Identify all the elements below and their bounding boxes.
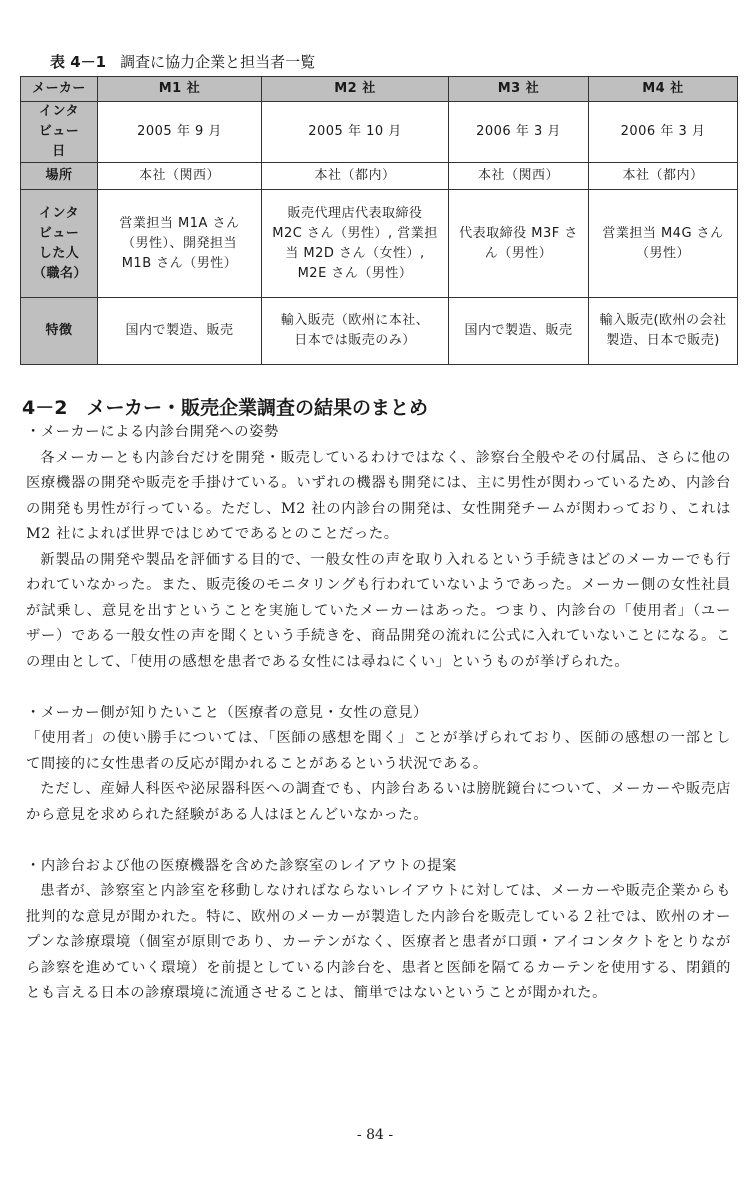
table-cell: 本社（関西） (98, 163, 262, 190)
company-table (20, 76, 738, 365)
table-cell: 2005 年 9 月 (98, 102, 262, 163)
table-number: 表 4－1 (50, 53, 107, 71)
header-m4: M4 社 (589, 77, 738, 102)
table-cell: 2006 年 3 月 (589, 102, 738, 163)
bullet-heading: ・メーカー側が知りたいこと（医療者の意見・女性の意見） (26, 704, 428, 721)
table-cell: 国内で製造、販売 (449, 298, 589, 365)
row-label-interview-date: インタビュー日 (21, 102, 98, 163)
table-row (21, 298, 738, 365)
table-caption (50, 51, 315, 72)
header-m3: M3 社 (449, 77, 589, 102)
table-cell: 2006 年 3 月 (449, 102, 589, 163)
bullet-heading: ・メーカーによる内診台開発への姿勢 (26, 424, 279, 440)
table-cell: 国内で製造、販売 (98, 298, 262, 365)
header-maker: メーカー (21, 77, 98, 102)
page-number: - 84 - (356, 1127, 394, 1143)
table-cell: 営業担当 M4G さん（男性） (589, 190, 738, 298)
table-cell: 輸入販売(欧州の会社製造、日本で販売) (589, 298, 738, 365)
header-m1: M1 社 (98, 77, 262, 102)
paragraph: 各メーカーとも内診台だけを開発・販売しているわけではなく、診察台全般やその付属品、さらに他の医療機器の開発や販売を手掛けている。いずれの機器も開発には、主に男性が関わっているため、内診台の開発も男性が行っている。ただし、M2 社の内診台の開発は、女性開発チームが関わっており、これは M2 社によれば世界ではじめてであるとのことだった。 (26, 449, 731, 542)
paragraph: 患者が、診察室と内診室を移動しなければならないレイアウトに対しては、メーカーや販売企業からも批判的な意見が聞かれた。特に、欧州のメーカーが製造した内診台を販売している２社では、欧州のオープンな診療環境（個室が原則であり、カーテンがなく、医療者と患者が口頭・アイコンタクトをとりながら診察を進めていく環境）を前提としている内診台を、患者と医師を隔てるカーテンを使用する、閉鎖的とも言える日本の診療環境に流通させることは、簡単ではないということが聞かれた。 (26, 883, 731, 1001)
table-cell: 本社（都内） (262, 163, 449, 190)
table-row (21, 102, 738, 163)
table-cell: 2005 年 10 月 (262, 102, 449, 163)
section-heading: 4－2 メーカー・販売企業調査の結果のまとめ (22, 397, 429, 419)
table-row (21, 190, 738, 298)
paragraph: ただし、産婦人科医や泌尿器科医への調査でも、内診台あるいは膀胱鏡台について、メーカーや販売店から意見を求められた経験がある人はほとんどいなかった。 (26, 781, 731, 823)
body-text (26, 420, 731, 1007)
table-title: 調査に協力企業と担当者一覧 (120, 53, 316, 71)
table-cell: 販売代理店代表取締役 M2C さん（男性）, 営業担当 M2D さん（女性）, M2E さん（男性） (262, 190, 449, 298)
table-cell: 本社（都内） (589, 163, 738, 190)
header-m2: M2 社 (262, 77, 449, 102)
table-cell: 本社（関西） (449, 163, 589, 190)
table-row (21, 163, 738, 190)
bullet-heading: ・内診台および他の医療機器を含めた診察室のレイアウトの提案 (26, 857, 457, 874)
table-cell: 輸入販売（欧州に本社、日本では販売のみ） (262, 298, 449, 365)
table-cell: 代表取締役 M3F さん（男性） (449, 190, 589, 298)
row-label-interviewee: インタビューした人（職名） (21, 190, 98, 298)
row-label-location: 場所 (21, 163, 98, 190)
paragraph: 「使用者」の使い勝手については、「医師の感想を聞く」ことが挙げられており、医師の感想の一部として間接的に女性患者の反応が聞かれることがあるという状況である。 (26, 730, 731, 772)
table-header-row (21, 77, 738, 102)
paragraph: 新製品の開発や製品を評価する目的で、一般女性の声を取り入れるという手続きはどのメーカーでも行われていなかった。また、販売後のモニタリングも行われていないようであった。メーカー側の女性社員が試乗し、意見を出すということを実施していたメーカーはあった。つまり、内診台の「使用者」（ユーザー）である一般女性の声を聞くという手続きを、商品開発の流れに公式に入れていないことになる。この理由として、「使用の感想を患者である女性には尋ねにくい」というものが挙げられた。 (26, 551, 731, 670)
row-label-features: 特徴 (21, 298, 98, 365)
table-cell: 営業担当 M1A さん（男性）、開発担当 M1B さん（男性） (98, 190, 262, 298)
